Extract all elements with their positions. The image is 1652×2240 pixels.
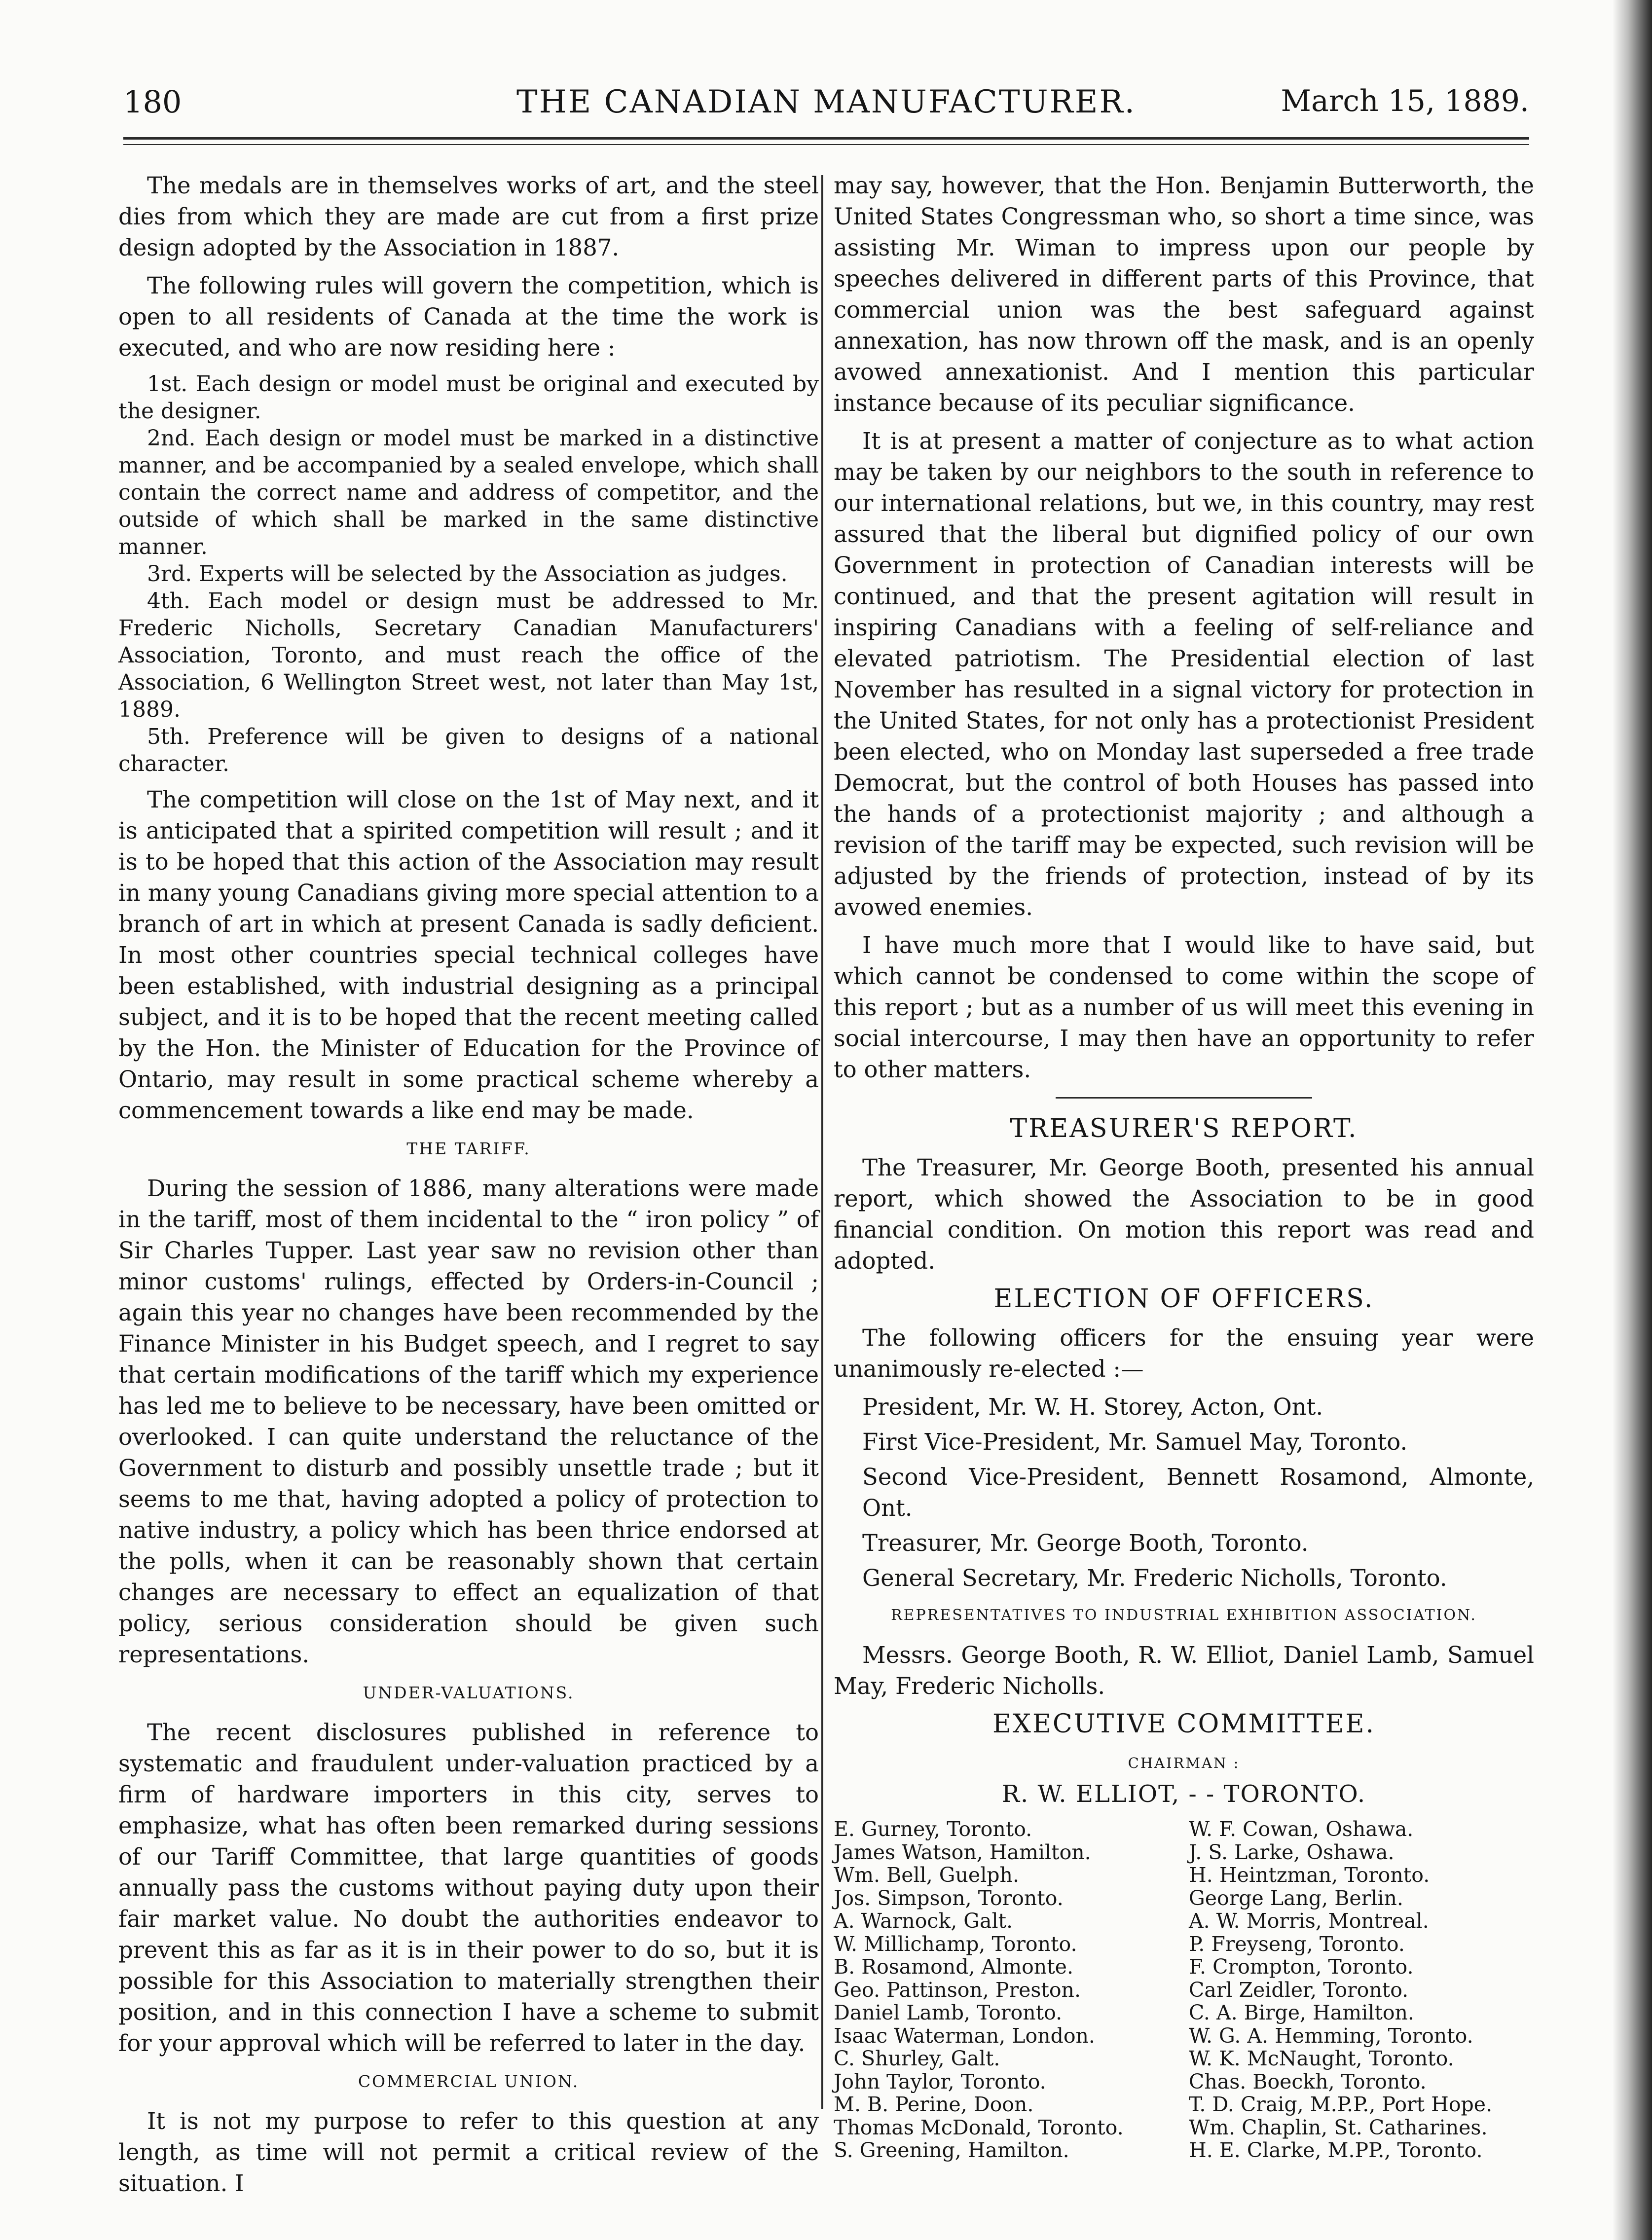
rule-item: 1st. Each design or model must be original and executed by the designer. bbox=[118, 371, 819, 424]
member-entry: W. G. A. Hemming, Toronto. bbox=[1189, 2023, 1473, 2048]
heading-representatives: REPRESENTATIVES TO INDUSTRIAL EXHIBITION ASSOCIATION. bbox=[891, 1607, 1477, 1624]
member-entry: Thomas McDonald, Toronto. bbox=[834, 2115, 1124, 2139]
member-entry: Daniel Lamb, Toronto. bbox=[834, 2001, 1063, 2024]
member-entry: James Watson, Hamilton. bbox=[834, 1840, 1091, 1864]
heading-executive-committee: EXECUTIVE COMMITTEE. bbox=[992, 1709, 1376, 1739]
heading-election-of-officers: ELECTION OF OFFICERS. bbox=[993, 1284, 1374, 1314]
member-entry: H. Heintzman, Toronto. bbox=[1189, 1863, 1430, 1887]
scan-edge-shadow bbox=[1613, 0, 1652, 2240]
committee-members bbox=[834, 1818, 1534, 2162]
paragraph-medals: The medals are in themselves works of art, and the steel dies from which they are made are cut from a first prize design adopted by the Association in 1887. bbox=[118, 172, 819, 261]
member-entry: Jos. Simpson, Toronto. bbox=[834, 1886, 1064, 1910]
member-entry: Geo. Pattinson, Preston. bbox=[834, 1978, 1081, 2002]
paragraph-commercial-union: It is not my purpose to refer to this question at any length, as time will not permit a critical review of the situation. I bbox=[118, 2108, 819, 2197]
member-entry: C. Shurley, Galt. bbox=[834, 2047, 1000, 2070]
member-entry: C. A. Birge, Hamilton. bbox=[1189, 2001, 1414, 2024]
section-heading-commercial-union: COMMERCIAL UNION. bbox=[358, 2072, 580, 2091]
page-header bbox=[123, 74, 1529, 133]
member-entry: F. Crompton, Toronto. bbox=[1189, 1955, 1414, 1979]
members-column-1 bbox=[834, 1818, 1189, 2162]
paragraph-election-intro: The following officers for the ensuing year were unanimously re-elected :— bbox=[834, 1324, 1534, 1382]
right-column bbox=[834, 170, 1534, 2162]
paragraph-closing: I have much more that I would like to have said, but which cannot be condensed to come within the scope of this report ; but as a number of us will meet this evening in social intercourse, I may then have an opportunity to refer to other matters. bbox=[834, 932, 1534, 1083]
member-entry: George Lang, Berlin. bbox=[1189, 1886, 1403, 1910]
header-rule-thin bbox=[123, 144, 1529, 145]
member-entry: A. W. Morris, Montreal. bbox=[1189, 1909, 1429, 1933]
column-divider bbox=[821, 175, 823, 2109]
page-number: 180 bbox=[123, 84, 182, 120]
member-entry: P. Freyseng, Toronto. bbox=[1189, 1932, 1405, 1956]
rule-item: 2nd. Each design or model must be marked in a distinctive manner, and be accompanied by a sealed envelope, which shall contain the correct name and address of competitor, and the outside of which shall be marked in the same distinctive manner. bbox=[118, 426, 819, 559]
member-entry: B. Rosamond, Almonte. bbox=[834, 1955, 1073, 1979]
issue-date: March 15, 1889. bbox=[1281, 84, 1529, 118]
member-entry: Chas. Boeckh, Toronto. bbox=[1189, 2069, 1427, 2093]
members-column-2 bbox=[1189, 1818, 1534, 2162]
member-entry: E. Gurney, Toronto. bbox=[834, 1817, 1032, 1841]
competition-rules bbox=[118, 370, 819, 777]
member-entry: Wm. Bell, Guelph. bbox=[834, 1863, 1019, 1887]
rule-item: 3rd. Experts will be selected by the Association as judges. bbox=[147, 561, 788, 587]
left-column bbox=[118, 170, 819, 2206]
member-entry: W. Millichamp, Toronto. bbox=[834, 1932, 1077, 1956]
officer-entry: President, Mr. W. H. Storey, Acton, Ont. bbox=[862, 1394, 1323, 1420]
section-heading-under-valuations: UNDER-VALUATIONS. bbox=[363, 1683, 575, 1702]
section-heading-tariff: THE TARIFF. bbox=[406, 1139, 531, 1158]
member-entry: A. Warnock, Galt. bbox=[834, 1909, 1013, 1933]
officer-entry: First Vice-President, Mr. Samuel May, Toronto. bbox=[862, 1429, 1408, 1455]
masthead-title: THE CANADIAN MANUFACTURER. bbox=[516, 84, 1136, 120]
member-entry: T. D. Craig, M.P.P., Port Hope. bbox=[1189, 2093, 1493, 2116]
chairman-label: CHAIRMAN : bbox=[1128, 1755, 1240, 1771]
heading-treasurers-report: TREASURER'S REPORT. bbox=[1010, 1114, 1358, 1143]
paragraph-under-valuations: The recent disclosures published in reference to systematic and fraudulent under-valuation practiced by a firm of hardware importers in this city, serves to emphasize, what has often been remarked during sessions of our Tariff Committee, that large quantities of goods annually pass the customs without paying duty upon their fair market value. No doubt the authorities endeavor to prevent this as far as it is in their power to do so, but it is possible for this Association to materially strengthen their position, and in this connection I have a scheme to submit for your approval which will be referred to later in the day. bbox=[118, 1719, 819, 2056]
member-entry: H. E. Clarke, M.PP., Toronto. bbox=[1189, 2138, 1483, 2162]
officer-entry: Treasurer, Mr. George Booth, Toronto. bbox=[862, 1530, 1309, 1556]
officer-entry: Second Vice-President, Bennett Rosamond, Almonte, Ont. bbox=[862, 1464, 1534, 1521]
paragraph-international-relations: It is at present a matter of conjecture as to what action may be taken by our neighbors to the south in reference to our international relations, but we, in this country, may rest assured that the liberal but dignified policy of our own Government in protection of Canadian interests will be continued, and that the present agitation will result in inspiring Canadians with a feeling of self-reliance and elevated patriotism. The Presidential election of last November has resulted in a signal victory for protection in the United States, for not only has a protectionist President been elected, who on Monday last superseded a free trade Democrat, but the control of both Houses has passed into the hands of a protectionist majority ; and although a revision of the tariff may be expected, such revision will be adjusted by the friends of protection, instead of by its avowed enemies. bbox=[834, 428, 1534, 920]
officer-entry: General Secretary, Mr. Frederic Nicholls, Toronto. bbox=[862, 1565, 1447, 1591]
rule-item: 4th. Each model or design must be addressed to Mr. Frederic Nicholls, Secretary Canadian Manufacturers' Association, Toronto, and must reach the office of the Association, 6 Wellington Street west, not later than May 1st, 1889. bbox=[118, 588, 819, 722]
member-entry: W. F. Cowan, Oshawa. bbox=[1189, 1817, 1414, 1841]
member-entry: John Taylor, Toronto. bbox=[834, 2069, 1046, 2093]
paragraph-tariff: During the session of 1886, many alterations were made in the tariff, most of them incidental to the “ iron policy ” of Sir Charles Tupper. Last year saw no revision other than minor customs' rulings, effected by Orders-in-Council ; again this year no changes have been recommended by the Finance Minister in his Budget speech, and I regret to say that certain modifications of the tariff which my experience has led me to believe to be necessary, have been omitted or overlooked. I can quite understand the reluctance of the Government to disturb and possibly unsettle trade ; but it seems to me that, having adopted a policy of protection to native industry, a policy which has been thrice endorsed at the polls, when it can be reasonably shown that certain changes are necessary to effect an equalization of that policy, serious consideration should be given such representations. bbox=[118, 1175, 819, 1668]
member-entry: Carl Zeidler, Toronto. bbox=[1189, 1978, 1409, 2002]
paragraph-representatives: Messrs. George Booth, R. W. Elliot, Daniel Lamb, Samuel May, Frederic Nicholls. bbox=[834, 1642, 1534, 1699]
paragraph-rules-intro: The following rules will govern the competition, which is open to all residents of Canada at the time the work is executed, and who are now residing here : bbox=[118, 272, 819, 361]
paragraph-competition: The competition will close on the 1st of May next, and it is anticipated that a spirited competition will result ; and it is to be hoped that this action of the Association may result in many young Canadians giving more special attention to a branch of art in which at present Canada is sadly deficient. In most other countries special technical colleges have been established, with industrial designing as a principal subject, and it is to be hoped that the recent meeting called by the Hon. the Minister of Education for the Province of Ontario, may result in some practical scheme whereby a commencement towards a like end may be made. bbox=[118, 786, 819, 1124]
paragraph-treasurers-report: The Treasurer, Mr. George Booth, presented his annual report, which showed the Association to be in good financial condition. On motion this report was read and adopted. bbox=[834, 1154, 1534, 1274]
member-entry: M. B. Perine, Doon. bbox=[834, 2093, 1034, 2116]
chairman-name: R. W. ELLIOT, - - TORONTO. bbox=[1001, 1780, 1366, 1808]
section-divider bbox=[1056, 1097, 1312, 1099]
member-entry: S. Greening, Hamilton. bbox=[834, 2138, 1069, 2162]
rule-item: 5th. Preference will be given to designs of a national character. bbox=[118, 724, 819, 776]
member-entry: Isaac Waterman, London. bbox=[834, 2023, 1095, 2048]
paragraph-butterworth: may say, however, that the Hon. Benjamin Butterworth, the United States Congressman who, so short a time since, was assisting Mr. Wiman to impress upon our people by speeches delivered in different parts of this Province, that commercial union was the best safeguard against annexation, has now thrown off the mask, and is an openly avowed annexationist. And I mention this particular instance because of its peculiar significance. bbox=[834, 172, 1534, 416]
member-entry: W. K. McNaught, Toronto. bbox=[1189, 2047, 1454, 2070]
header-rule-thick bbox=[123, 137, 1529, 140]
member-entry: Wm. Chaplin, St. Catharines. bbox=[1189, 2115, 1488, 2139]
member-entry: J. S. Larke, Oshawa. bbox=[1189, 1840, 1395, 1864]
